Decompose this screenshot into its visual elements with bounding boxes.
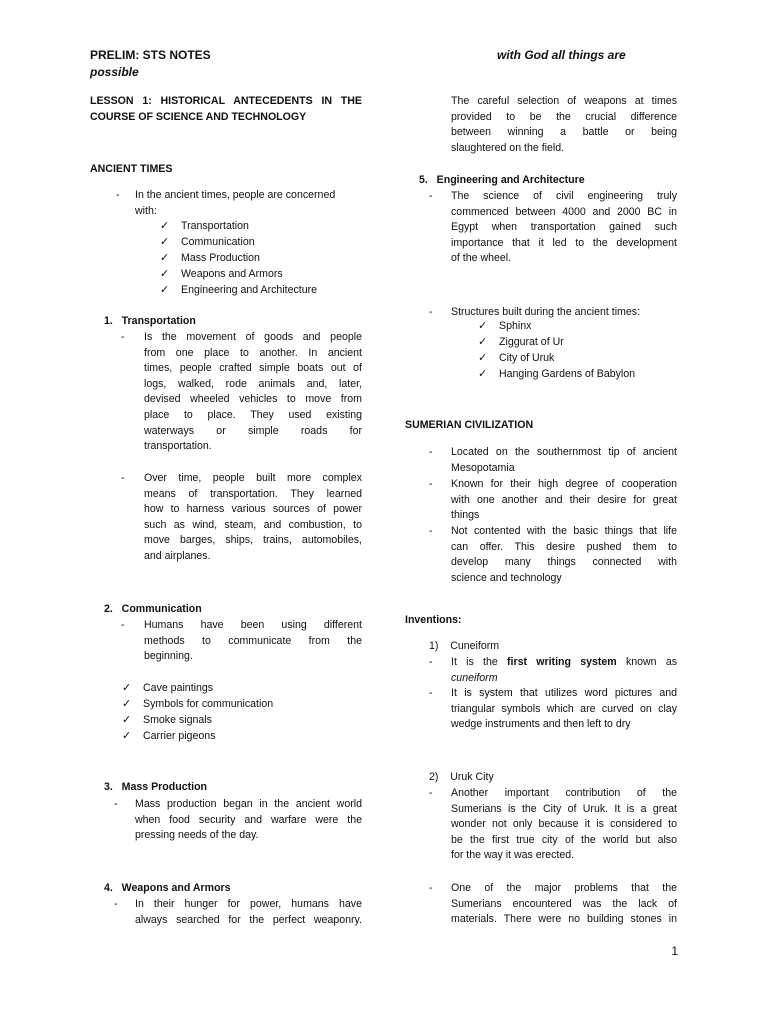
check-icon: ✓	[478, 336, 488, 348]
dash-bullet: -	[429, 478, 433, 490]
dash-bullet: -	[429, 656, 433, 668]
transportation-heading: 1. Transportation	[104, 315, 196, 327]
dash-bullet: -	[114, 798, 118, 810]
ancient-times-intro: In the ancient times, people are concerned with:	[135, 189, 336, 217]
check-icon: ✓	[160, 284, 170, 296]
mass-production-heading: 3. Mass Production	[104, 781, 208, 793]
dash-bullet: -	[429, 190, 433, 202]
cuneiform-label: 1) Cuneiform	[429, 640, 500, 652]
check-icon: ✓	[478, 368, 488, 380]
dash-bullet: -	[121, 619, 125, 631]
uruk-label: 2) Uruk City	[429, 771, 494, 783]
check-icon: ✓	[160, 268, 170, 280]
sumerian-bullet-1: Located on the southernmost tip of ancient Mesopotamia	[451, 446, 677, 474]
cuneiform-bullet-2: It is system that utilizes word pictures and triangular symbols which are curved on clay wedge instruments and then left to dry	[451, 687, 677, 731]
check-icon: ✓	[160, 236, 170, 248]
weapons-heading: 4. Weapons and Armors	[104, 882, 231, 894]
check-icon: ✓	[122, 698, 132, 710]
page-number: 1	[671, 944, 678, 958]
weapons-paragraph-1: In their hunger for power, humans have always searched for the perfect weaponry.	[135, 898, 362, 926]
check-icon: ✓	[478, 352, 488, 364]
transportation-paragraph-2: Over time, people built more complex means of transportation. They learned how to harness various sources of power such as wind, steam, and combustion, to move barges, ships, trains, automobiles, and airplanes.	[144, 472, 362, 562]
dash-bullet: -	[429, 306, 433, 318]
check-icon: ✓	[160, 220, 170, 232]
dash-bullet: -	[429, 882, 433, 894]
lesson-title: LESSON 1: HISTORICAL ANTECEDENTS IN THE COURSE OF SCIENCE AND TECHNOLOGY	[90, 95, 362, 123]
check-icon: ✓	[122, 682, 132, 694]
engineering-paragraph: The science of civil engineering truly commenced between 4000 and 2000 BC in Egypt when transportation gained such importance that it led to the development of the wheel.	[451, 190, 677, 265]
check-icon: ✓	[160, 252, 170, 264]
sumerian-bullet-2: Known for their high degree of cooperation with one another and their desire for great things	[451, 478, 677, 522]
check-icon: ✓	[122, 730, 132, 742]
engineering-heading: 5. Engineering and Architecture	[419, 174, 585, 186]
header-motto: with God all things are	[497, 48, 626, 62]
dash-bullet: -	[429, 787, 433, 799]
communication-paragraph: Humans have been using different methods to communicate from the beginning.	[144, 619, 362, 663]
uruk-bullet-2: One of the major problems that the Sumerians encountered was the lack of materials. There were no building stones in	[451, 882, 677, 926]
dash-bullet: -	[429, 446, 433, 458]
sumerian-bullet-3: Not contented with the basic things that life can offer. This desire pushed them to develop many things connected with science and technology	[451, 525, 677, 584]
communication-heading: 2. Communication	[104, 603, 202, 615]
dash-bullet: -	[114, 898, 118, 910]
check-icon: ✓	[478, 320, 488, 332]
dash-bullet: -	[121, 472, 125, 484]
mass-production-paragraph: Mass production began in the ancient world when food security and warfare were the pressing needs of the day.	[135, 798, 362, 842]
inventions-heading: Inventions:	[405, 614, 462, 626]
transportation-paragraph-1: Is the movement of goods and people from one place to another. In ancient times, people crafted simple boats out of logs, walked, rode animals and, later, devised wheeled vehicles to move from place to place. They used existing waterways or simple roads for transportation.	[144, 331, 362, 453]
header-title: PRELIM: STS NOTES	[90, 48, 211, 62]
cuneiform-bullet-1: It is the first writing system known as cuneiform	[451, 656, 678, 684]
structures-intro: Structures built during the ancient times:	[451, 306, 641, 318]
dash-bullet: -	[429, 687, 433, 699]
header-title-continuation: possible	[90, 65, 139, 79]
dash-bullet: -	[116, 189, 120, 201]
check-icon: ✓	[122, 714, 132, 726]
dash-bullet: -	[429, 525, 433, 537]
uruk-bullet-1: Another important contribution of the Sumerians is the City of Uruk. It is a great wonder not only because it is considered to be the first true city of the world but also for the way it was erected.	[451, 787, 677, 862]
weapons-paragraph-2: The careful selection of weapons at times provided to be the crucial difference between winning a battle or being slaughtered on the field.	[451, 95, 677, 154]
ancient-times-heading: ANCIENT TIMES	[90, 163, 173, 175]
dash-bullet: -	[121, 331, 125, 343]
sumerian-heading: SUMERIAN CIVILIZATION	[405, 419, 534, 431]
